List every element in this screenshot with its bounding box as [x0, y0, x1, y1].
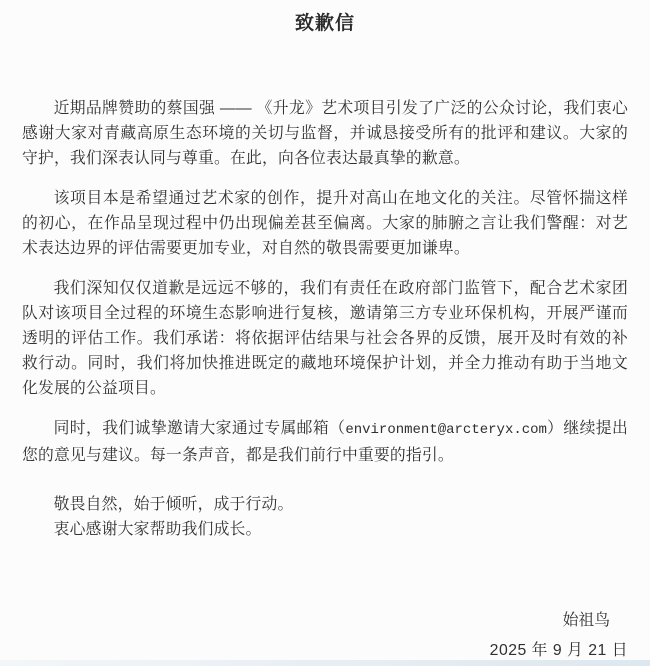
letter-paragraph-1: 近期品牌赞助的蔡国强 —— 《升龙》艺术项目引发了广泛的公众讨论，我们衷心感谢大家对青藏高原生态环境的关切与监督，并诚恳接受所有的批评和建议。大家的守护，我们深表认同与尊重。在此，向各位表达最真挚的歉意。 [22, 100, 628, 167]
closing-line-1: 敬畏自然，始于倾听，成于行动。 [53, 496, 294, 513]
contact-email: environment@arcteryx.com [345, 422, 547, 438]
bottom-edge-strip [0, 660, 650, 666]
letter-body [22, 96, 628, 666]
contact-text-after-email: ）继续提出您的意见与建议。每一条声音，都是我们前行中重要的指引。 [22, 420, 628, 464]
signature-date: 2025 年 9 月 21 日 [489, 642, 628, 659]
contact-text-before-email: 同时，我们诚挚邀请大家通过专属邮箱（ [53, 420, 346, 437]
letter-title: 致歉信 [294, 13, 355, 34]
contact-paragraph [22, 416, 628, 468]
signature-block [22, 606, 628, 666]
closing-line-2: 衷心感谢大家帮助我们成长。 [53, 521, 262, 538]
signature-name: 始祖鸟 [562, 612, 610, 629]
letter-paragraph-3: 我们深知仅仅道歉是远远不够的，我们有责任在政府部门监管下，配合艺术家团队对该项目全过程的环境生态影响进行复核，邀请第三方专业环保机构，开展严谨而透明的评估工作。我们承诺：将依据评估结果与社会各界的反馈，展开及时有效的补救行动。同时，我们将加快推进既定的藏地环境保护计划，并全力推动有助于当地文化发展的公益项目。 [22, 280, 628, 397]
letter-paragraph-2: 该项目本是希望通过艺术家的创作，提升对高山在地文化的关注。尽管怀揣这样的初心，在作品呈现过程中仍出现偏差甚至偏离。大家的肺腑之言让我们警醒：对艺术表达边界的评估需要更加专业，对自然的敬畏需要更加谦卑。 [22, 190, 628, 257]
apology-letter-page [0, 12, 650, 666]
